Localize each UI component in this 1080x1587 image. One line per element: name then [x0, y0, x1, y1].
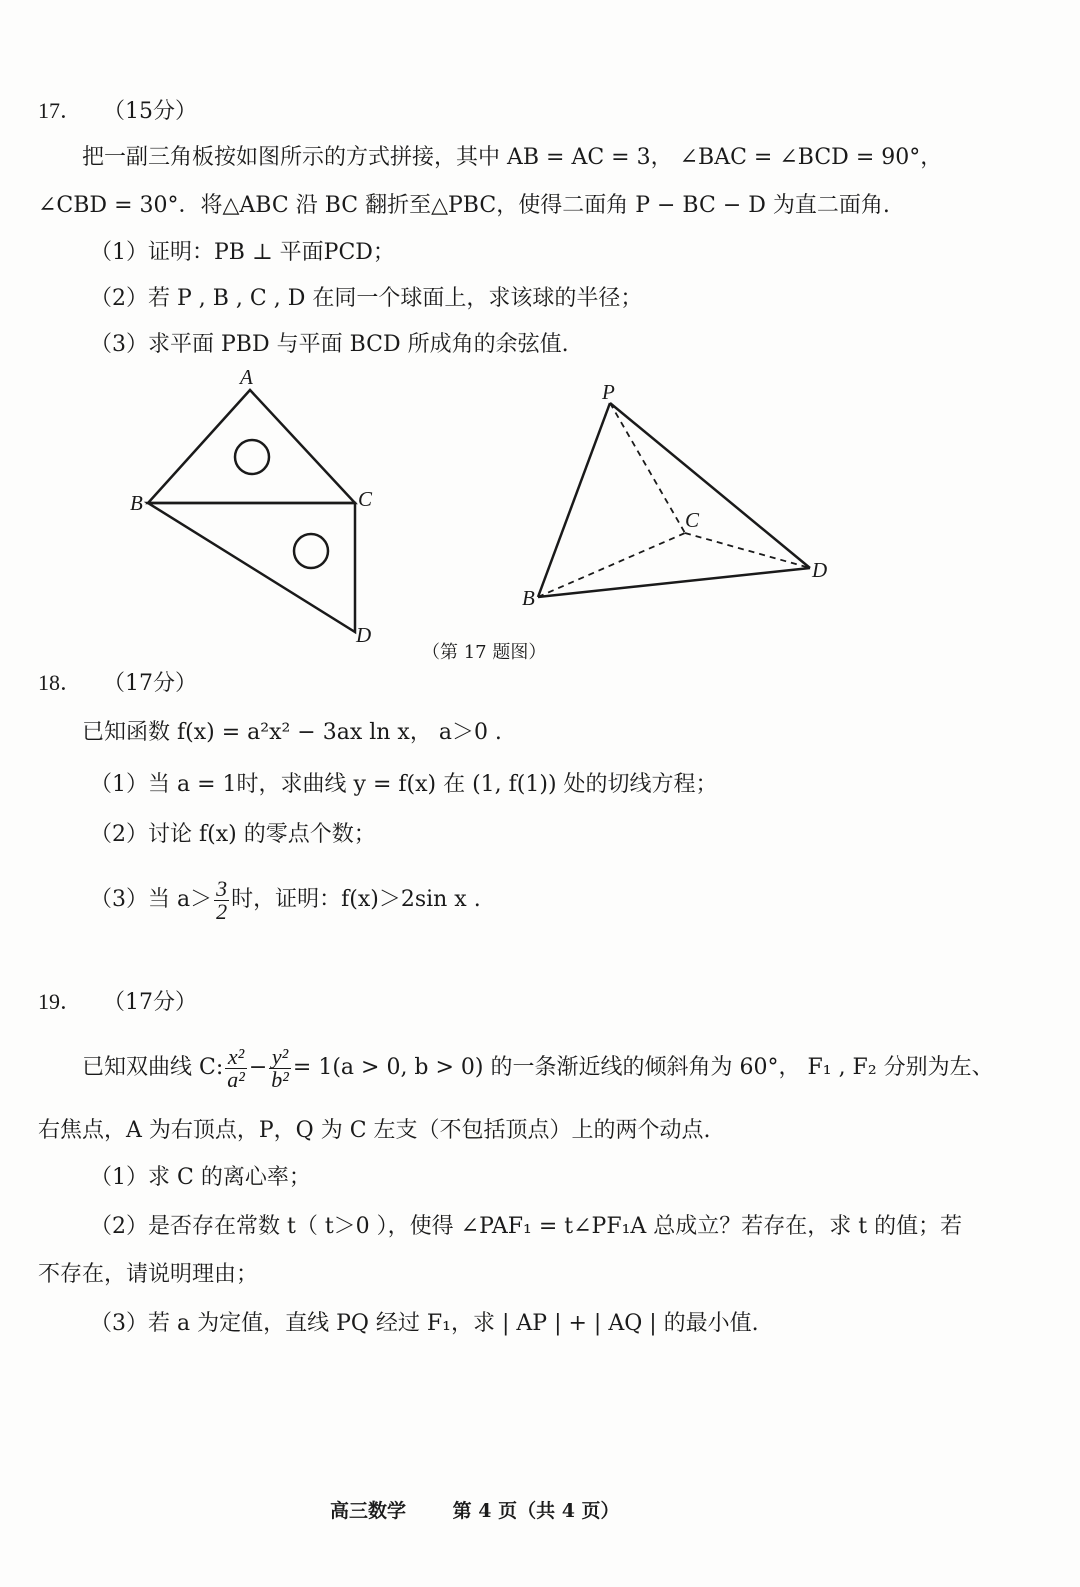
hole-upper [235, 440, 269, 474]
q19-stem-line1 [82, 1038, 994, 1098]
label-c-right: C [685, 508, 700, 532]
q18-number: 18． [38, 670, 83, 695]
q18-header [38, 668, 197, 699]
q18-part3-fraction [214, 875, 229, 924]
label-b: B [130, 491, 143, 515]
q17-score: （15分） [103, 99, 198, 124]
label-a: A [240, 365, 253, 389]
q19-stem-suffix: = 1(a > 0, b > 0) 的一条渐近线的倾斜角为 60°， F₁ , F₂ 分别为左、 [292, 1055, 994, 1080]
q17-part1: （1）证明：PB ⊥ 平面PCD； [90, 240, 395, 265]
label-d: D [356, 623, 372, 647]
q17-part3: （3）求平面 PBD 与平面 BCD 所成角的余弦值. [90, 332, 569, 357]
q19-stem-line2: 右焦点，A 为右顶点，P，Q 为 C 左支（不包括顶点）上的两个动点. [38, 1118, 711, 1143]
label-c: C [358, 487, 373, 511]
q19-part3: （3）若 a 为定值，直线 PQ 经过 F₁，求 | AP | + | AQ | 的最小值. [90, 1311, 759, 1336]
q18-part3 [90, 870, 481, 930]
q17-figure-left [120, 360, 400, 650]
hole-lower [294, 534, 328, 568]
q19-frac2-denominator: b² [271, 1066, 289, 1092]
q18-score: （17分） [103, 671, 198, 696]
q17-part2: （2）若 P , B , C , D 在同一个球面上，求该球的半径； [90, 286, 643, 311]
label-p: P [602, 380, 615, 404]
q19-frac1-numerator: x² [225, 1046, 247, 1069]
edge-pb [538, 403, 610, 597]
q17-stem-line1: 把一副三角板按如图所示的方式拼接，其中 AB = AC = 3， ∠BAC = ∠BCD = 90°， [82, 145, 943, 170]
footer-page: 第 4 页（共 4 页） [452, 1500, 620, 1522]
q19-number: 19． [38, 989, 83, 1014]
label-b-right: B [522, 586, 535, 610]
q17-stem-line2: ∠CBD = 30°．将△ABC 沿 BC 翻折至△PBC，使得二面角 P − BC − D 为直二面角. [38, 193, 890, 218]
edge-cd [685, 533, 810, 568]
q19-frac-x [225, 1043, 247, 1092]
edge-bc [538, 533, 685, 597]
q17-figure-caption: （第 17 题图） [422, 642, 547, 663]
q17-number: 17． [38, 98, 83, 123]
q18-part3-suffix: 时，证明：f(x)＞2sin x . [231, 887, 481, 912]
q19-score: （17分） [103, 990, 198, 1015]
edge-bd [538, 568, 810, 597]
q18-stem: 已知函数 f(x) = a²x² − 3ax ln x， a＞0 . [82, 720, 502, 745]
page-footer [330, 1496, 620, 1523]
q19-part2-line2: 不存在，请说明理由； [38, 1262, 259, 1287]
label-d-right: D [812, 558, 828, 582]
q19-header [38, 987, 197, 1018]
edge-pc [610, 403, 685, 533]
q19-part2-line1: （2）是否存在常数 t（ t＞0 ），使得 ∠PAF₁ = t∠PF₁A 总成立？若存在，求 t 的值；若 [90, 1214, 963, 1239]
q18-part2: （2）讨论 f(x) 的零点个数； [90, 822, 376, 847]
edge-pd [610, 403, 810, 568]
q19-minus: − [248, 1055, 268, 1080]
q18-frac-denominator: 2 [216, 898, 228, 924]
q18-frac-numerator: 3 [216, 875, 228, 901]
footer-subject: 高三数学 [330, 1500, 407, 1522]
triangle-abc [148, 390, 355, 503]
q19-frac-y [269, 1043, 291, 1092]
q19-frac2-numerator: y² [269, 1046, 291, 1069]
triangle-bcd [148, 503, 355, 632]
q19-part1: （1）求 C 的离心率； [90, 1165, 311, 1190]
q18-part3-prefix: （3）当 a＞ [90, 887, 213, 912]
q19-frac1-denominator: a² [227, 1066, 245, 1092]
q17-header [38, 96, 197, 127]
q17-figure-right [510, 375, 840, 620]
q18-part1: （1）当 a = 1时，求曲线 y = f(x) 在 (1, f(1)) 处的切线方程； [90, 772, 718, 797]
q19-stem-prefix: 已知双曲线 C: [82, 1055, 224, 1080]
